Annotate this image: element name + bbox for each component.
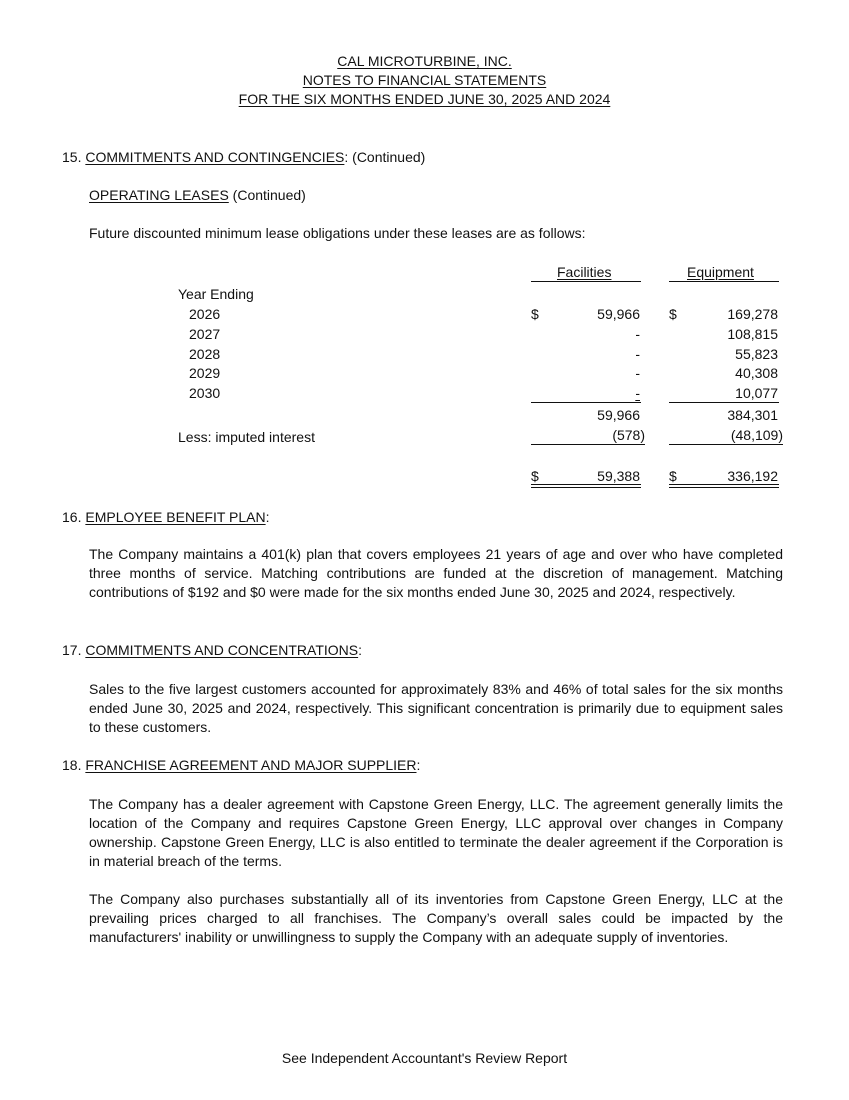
note-16-number: 16. <box>62 509 82 525</box>
note-16-body: The Company maintains a 401(k) plan that covers employees 21 years of age and over who have completed three months of service. Matching contributions are funded at the discretion of management. Matching contributions of $192 and $0 were made for the six months ended June 30, 2025 and 2024, respectively. <box>89 546 783 600</box>
note-18-number: 18. <box>62 757 82 773</box>
row-year: 2027 <box>189 326 221 342</box>
operating-leases-heading <box>89 187 306 203</box>
row-equipment: 108,815 <box>727 326 778 342</box>
total-double-rule-equipment <box>669 484 779 488</box>
operating-leases-title: OPERATING LEASES <box>89 187 229 203</box>
dollar-sign: $ <box>531 468 539 484</box>
subtotal-equipment: 384,301 <box>727 407 778 423</box>
note-18-body-1: The Company has a dealer agreement with Capstone Green Energy, LLC. The agreement generally limits the location of the Company and requires Capstone Green Energy, LLC approval over changes in Company ownership. Capstone Green Energy, LLC is also entitled to terminate the dealer agreement if the Corporation is in material breach of the terms. <box>89 796 783 869</box>
note-17-body: Sales to the five largest customers accounted for approximately 83% and 46% of total sales for the six months ended June 30, 2025 and 2024, respectively. This significant concentration is primarily due to equipment sales to these customers. <box>89 681 783 735</box>
row-equipment: 169,278 <box>727 306 778 322</box>
note-18-title: FRANCHISE AGREEMENT AND MAJOR SUPPLIER <box>85 757 417 773</box>
row-year: 2030 <box>189 385 221 401</box>
subtotal-facilities: 59,966 <box>597 407 640 423</box>
subtotal-rule-facilities <box>531 402 641 403</box>
total-facilities: 59,388 <box>597 468 640 484</box>
less-interest-equipment: (48,109) <box>730 427 783 443</box>
row-facilities: 59,966 <box>597 306 640 322</box>
note-15-title: COMMITMENTS AND CONTINGENCIES <box>85 149 345 165</box>
note-16-heading <box>62 509 270 525</box>
less-rule-equipment <box>669 444 783 445</box>
col-facilities-header: Facilities <box>557 264 612 280</box>
row-year: 2028 <box>189 346 221 362</box>
note-15-heading <box>62 149 425 165</box>
row-facilities: - <box>635 365 640 381</box>
note-16-suffix: : <box>265 509 270 525</box>
row-facilities: - <box>635 385 640 401</box>
subtotal-rule-equipment <box>669 402 779 403</box>
row-year: 2026 <box>189 306 221 322</box>
total-double-rule-facilities <box>531 484 641 488</box>
report-title: NOTES TO FINANCIAL STATEMENTS <box>302 72 547 88</box>
note-15-number: 15. <box>62 149 82 165</box>
note-17-suffix: : <box>358 642 362 658</box>
equipment-header-rule <box>669 281 779 282</box>
operating-leases-suffix: (Continued) <box>228 187 306 203</box>
row-facilities: - <box>635 326 640 342</box>
note-18-suffix: : <box>416 757 421 773</box>
note-17-title: COMMITMENTS AND CONCENTRATIONS <box>85 642 359 658</box>
note-18-body-2: The Company also purchases substantially all of its inventories from Capstone Green Energy, LLC at the prevailing prices charged to all franchises. The Company’s overall sales could be impacted by the manufacturers' inability or unwillingness to supply the Company with an adequate supply of inventories. <box>89 891 783 945</box>
dollar-sign: $ <box>531 306 539 322</box>
dollar-sign: $ <box>669 468 677 484</box>
less-interest-label: Less: imputed interest <box>178 429 315 445</box>
total-equipment: 336,192 <box>727 468 778 484</box>
row-equipment: 55,823 <box>735 346 778 362</box>
facilities-header-rule <box>531 281 641 282</box>
row-year: 2029 <box>189 365 221 381</box>
row-equipment: 10,077 <box>735 385 778 401</box>
less-interest-facilities: (578) <box>612 427 645 443</box>
dollar-sign: $ <box>669 306 677 322</box>
note-15-suffix: : (Continued) <box>344 149 426 165</box>
note-16-title: EMPLOYEE BENEFIT PLAN <box>85 509 266 525</box>
company-name: CAL MICROTURBINE, INC. <box>337 53 512 69</box>
col-equipment-header: Equipment <box>687 264 754 280</box>
note-17-number: 17. <box>62 642 82 658</box>
note-17-heading <box>62 642 362 658</box>
year-ending-label: Year Ending <box>178 286 254 302</box>
row-facilities: - <box>635 346 640 362</box>
less-rule-facilities <box>531 444 645 445</box>
footer-review-note: See Independent Accountant's Review Report <box>281 1050 568 1066</box>
report-period: FOR THE SIX MONTHS ENDED JUNE 30, 2025 AND 2024 <box>238 91 611 107</box>
note-18-heading <box>62 757 420 773</box>
lease-intro: Future discounted minimum lease obligations under these leases are as follows: <box>89 225 586 241</box>
row-equipment: 40,308 <box>735 365 778 381</box>
